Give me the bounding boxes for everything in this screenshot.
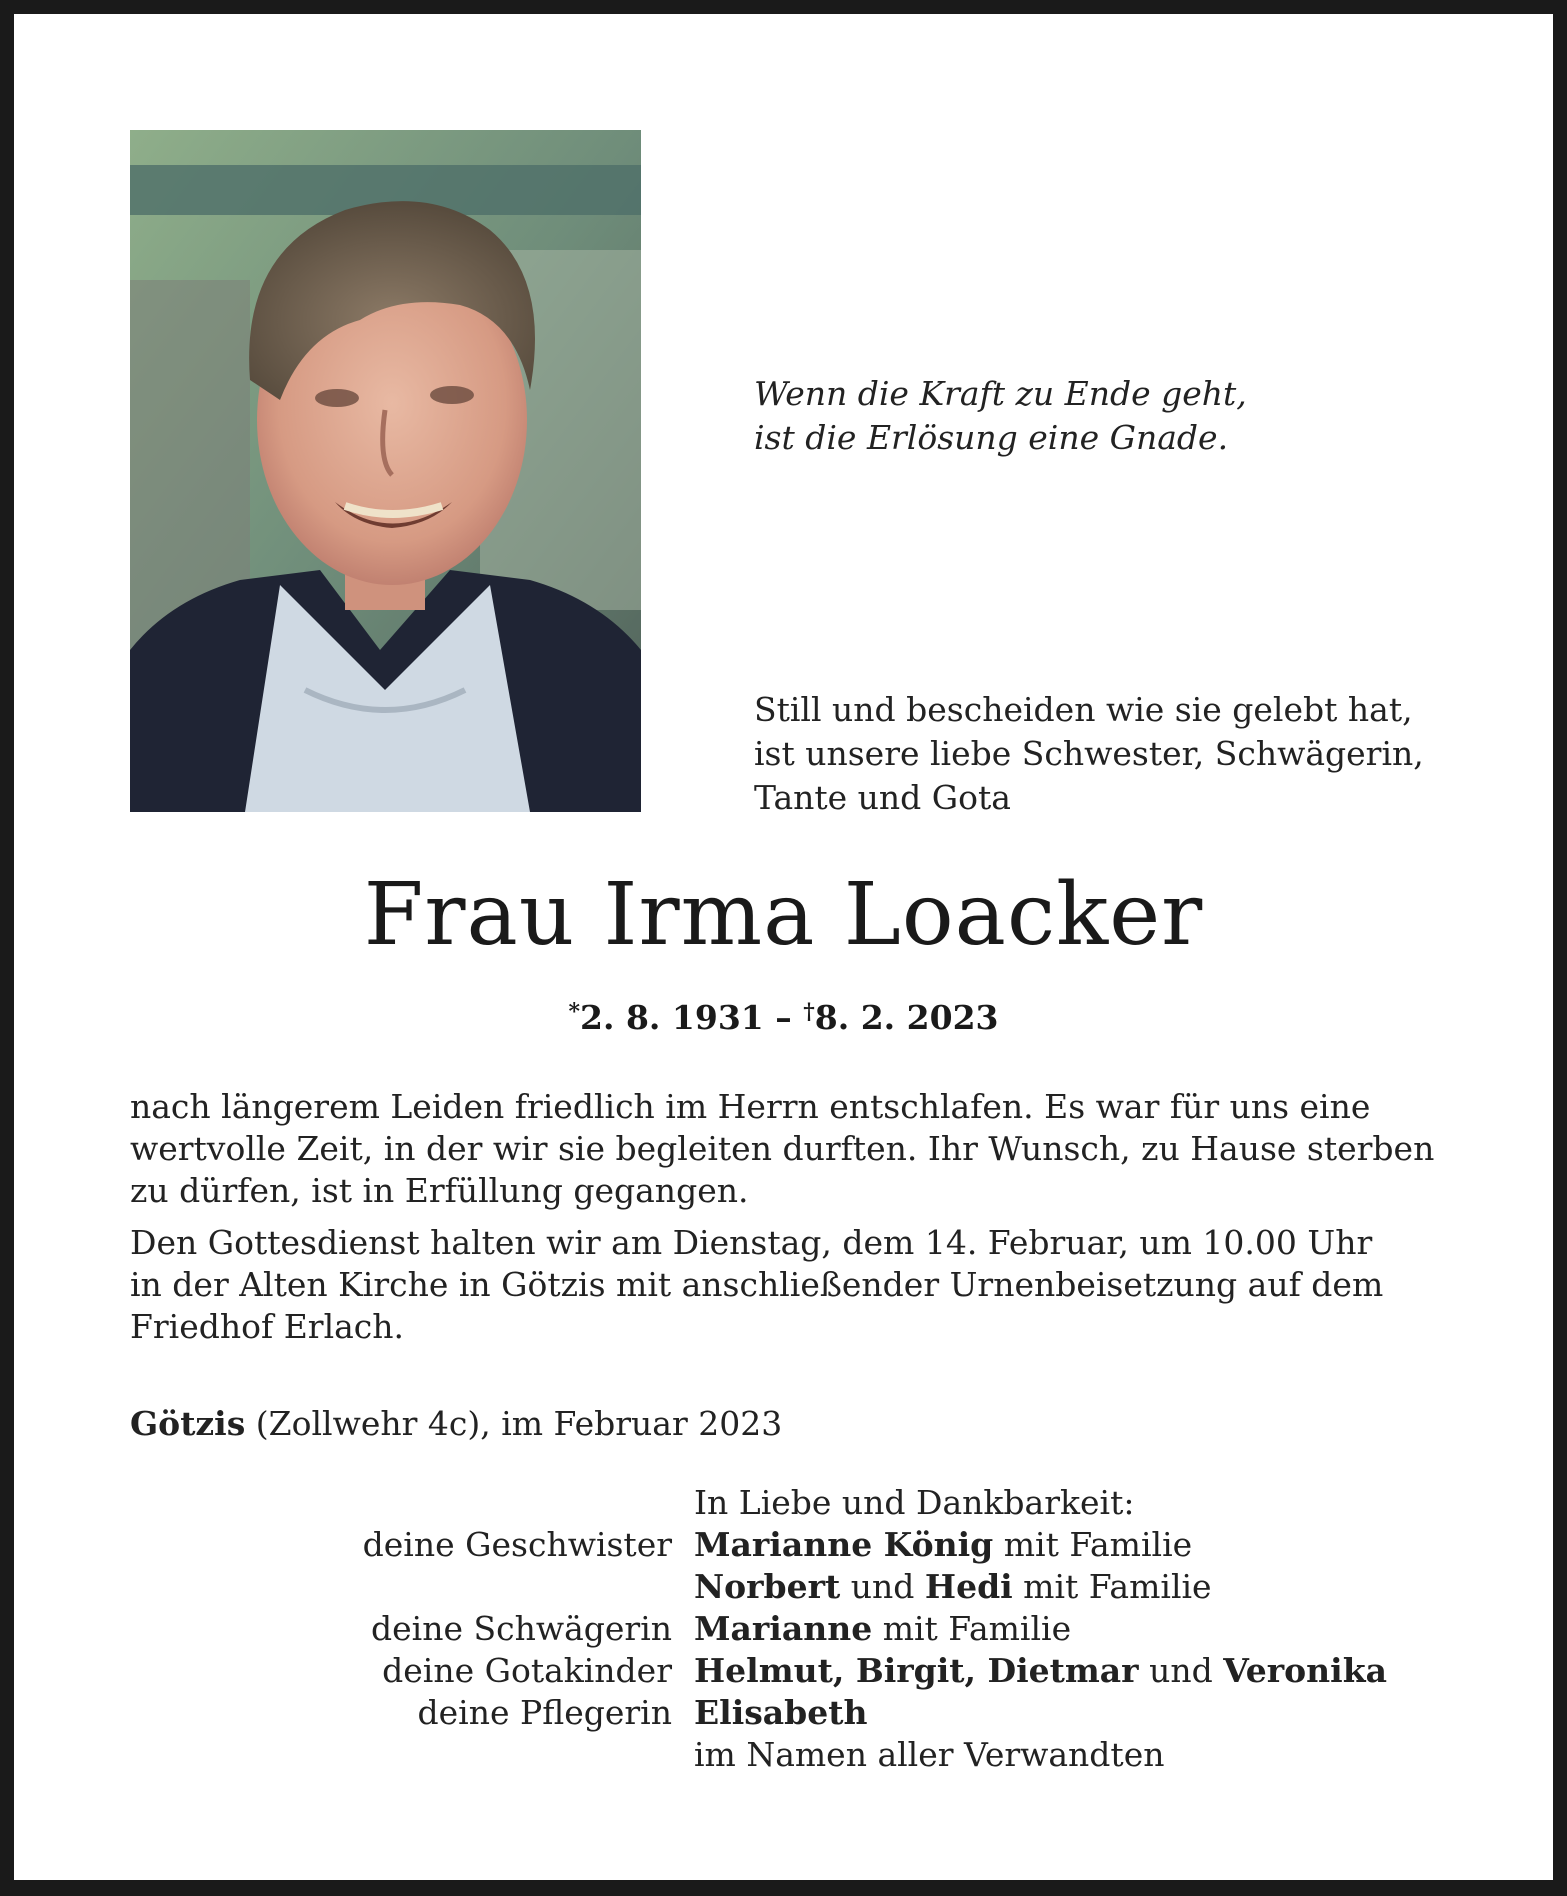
quote (754, 372, 1247, 460)
mourner-name: Marianne (694, 1609, 873, 1648)
mourner-name: Helmut, Birgit, Dietmar (694, 1651, 1139, 1690)
mourner-name: Hedi (924, 1567, 1013, 1606)
place-date (130, 1403, 782, 1445)
place-rest: (Zollwehr 4c), im Februar 2023 (245, 1404, 783, 1443)
signoff-row (130, 1692, 1450, 1734)
signoff-row (130, 1566, 1450, 1608)
mourner-suffix: mit Familie (993, 1525, 1193, 1564)
body-line: Friedhof Erlach. (130, 1307, 405, 1346)
relation-label: deine Schwägerin (371, 1609, 672, 1648)
signoff-closing: im Namen aller Verwandten (694, 1735, 1165, 1774)
intro-line: ist unsere liebe Schwester, Schwägerin, (754, 734, 1424, 773)
signoff-closing-row (130, 1734, 1450, 1776)
body-line: nach längerem Leiden friedlich im Herrn entschlafen. Es war für uns eine (130, 1087, 1371, 1126)
paragraph-2 (130, 1222, 1434, 1348)
paragraph-1 (130, 1086, 1434, 1212)
body-line: wertvolle Zeit, in der wir sie begleiten durften. Ihr Wunsch, zu Hause sterben (130, 1129, 1435, 1168)
quote-line: Wenn die Kraft zu Ende geht, (754, 374, 1247, 413)
mourner-name: Norbert (694, 1567, 841, 1606)
signoff-row (130, 1608, 1450, 1650)
intro-line: Tante und Gota (754, 778, 1011, 817)
body-line: zu dürfen, ist in Erfüllung gegangen. (130, 1171, 749, 1210)
relation-label: deine Pflegerin (417, 1693, 672, 1732)
signoff (130, 1482, 1450, 1776)
signoff-heading-row (130, 1482, 1450, 1524)
mourner-suffix: mit Familie (1012, 1567, 1212, 1606)
signoff-row (130, 1524, 1450, 1566)
relation-label: deine Gotakinder (382, 1651, 672, 1690)
date-separator: – (775, 998, 792, 1037)
mourner-name: Veronika (1223, 1651, 1387, 1690)
life-dates (0, 990, 1567, 1040)
death-date: 8. 2. 2023 (814, 998, 999, 1037)
birth-date: 2. 8. 1931 (580, 998, 764, 1037)
signoff-heading: In Liebe und Dankbarkeit: (694, 1483, 1135, 1522)
relation-label: deine Geschwister (362, 1525, 672, 1564)
death-symbol: † (803, 999, 815, 1025)
birth-symbol: * (568, 999, 581, 1025)
signoff-row (130, 1650, 1450, 1692)
intro-line: Still und bescheiden wie sie gelebt hat, (754, 690, 1413, 729)
body-line: Den Gottesdienst halten wir am Dienstag, dem 14. Februar, um 10.00 Uhr (130, 1223, 1373, 1262)
place-town: Götzis (130, 1404, 246, 1443)
intro-text (754, 688, 1424, 820)
body-text (130, 1086, 1434, 1348)
deceased-name: Frau Irma Loacker (363, 865, 1204, 965)
portrait-photo (130, 130, 641, 812)
mourner-conjunction: und (840, 1567, 925, 1606)
quote-line: ist die Erlösung eine Gnade. (754, 418, 1229, 457)
mourner-conjunction: und (1138, 1651, 1224, 1690)
body-line: in der Alten Kirche in Götzis mit anschließender Urnenbeisetzung auf dem (130, 1265, 1384, 1304)
mourner-suffix: mit Familie (872, 1609, 1072, 1648)
mourner-name: Marianne König (694, 1525, 994, 1564)
mourner-name: Elisabeth (694, 1693, 868, 1732)
